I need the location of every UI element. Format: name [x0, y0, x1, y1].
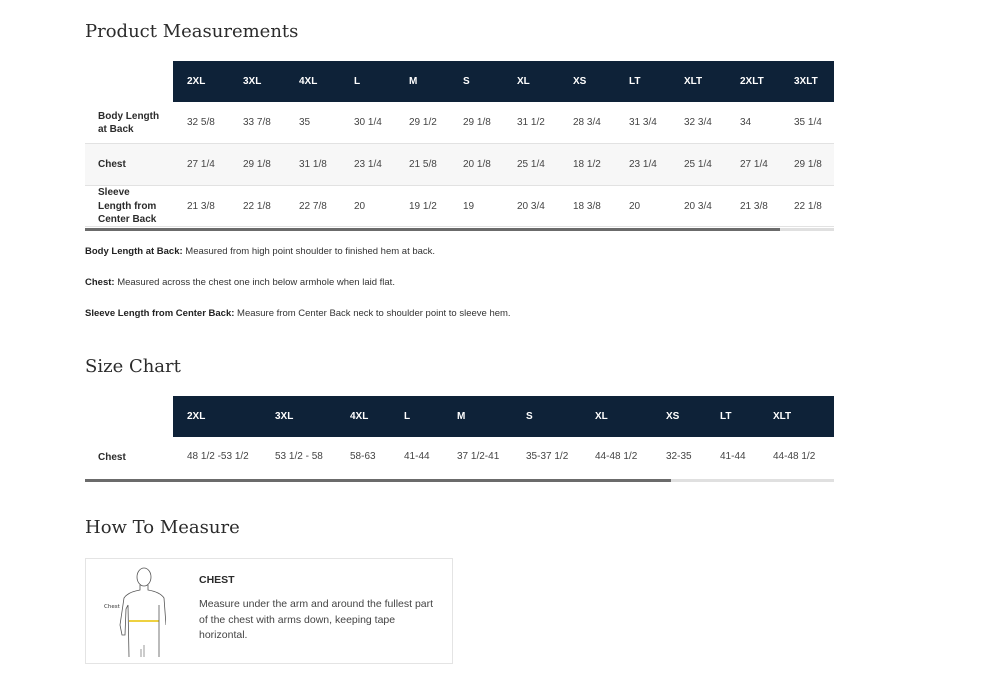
figure-chest-label: Chest	[104, 604, 120, 610]
row-label-line: Sleeve	[98, 187, 130, 199]
measurement-cell: 31 1/8	[299, 159, 327, 170]
size-chart-header-2xl: 2XL	[187, 411, 206, 422]
measurement-cell: 23 1/4	[354, 159, 382, 170]
note-text: Measure from Center Back neck to shoulder point to sleeve hem.	[234, 308, 511, 319]
measure-chest-card	[85, 558, 453, 664]
measurement-cell: 22 7/8	[299, 200, 327, 212]
measurement-cell: 25 1/4	[684, 159, 712, 170]
table-scrollbar[interactable]	[85, 228, 834, 231]
measurement-cell: 19	[463, 200, 475, 212]
measurement-cell: 28 3/4	[573, 117, 601, 128]
note-sleeve-length	[85, 308, 511, 319]
measurement-cell: 18 1/2	[573, 159, 601, 170]
size-chart-table	[85, 396, 834, 484]
size-chart-header-xl: XL	[595, 411, 608, 422]
row-label-line: Chest	[98, 159, 126, 171]
size-chart-header-row	[173, 396, 834, 437]
measurement-cell: 22 1/8	[794, 200, 822, 212]
size-header-2xlt: 2XLT	[740, 76, 764, 87]
measurement-cell: 31 1/2	[517, 117, 545, 128]
size-header-xl: XL	[517, 76, 530, 87]
size-chart-header-s: S	[526, 411, 533, 422]
size-chart-header-m: M	[457, 411, 466, 422]
measurement-cell: 29 1/2	[409, 117, 437, 128]
measurement-cell: 20	[629, 200, 641, 212]
size-header-2xl: 2XL	[187, 76, 206, 87]
note-text: Measured from high point shoulder to finished hem at back.	[182, 246, 436, 257]
note-term: Sleeve Length from Center Back:	[85, 308, 235, 319]
measurement-cell: 20 1/8	[463, 159, 491, 170]
size-chart-cell: 58-63	[350, 451, 376, 462]
row-divider	[85, 226, 834, 227]
measurement-cell: 30 1/4	[354, 117, 382, 128]
size-header-s: S	[463, 76, 470, 87]
size-chart-title: Size Chart	[85, 356, 181, 377]
size-chart-cell: 44-48 1/2	[595, 451, 638, 462]
size-header-lt: LT	[629, 76, 641, 87]
size-chart-header-xlt: XLT	[773, 411, 792, 422]
row-label	[98, 158, 168, 172]
measurement-cell: 29 1/8	[463, 117, 491, 128]
size-header-m: M	[409, 76, 418, 87]
how-to-measure-title: How To Measure	[85, 517, 240, 538]
measurement-cell: 27 1/4	[740, 159, 768, 170]
row-label-line: at Back	[98, 124, 134, 135]
product-measurements-title: Product Measurements	[85, 21, 299, 42]
measurements-header-row	[173, 61, 834, 102]
size-header-3xl: 3XL	[243, 76, 262, 87]
size-chart-row	[85, 437, 834, 478]
measurement-cell: 35 1/4	[794, 117, 822, 128]
measurement-cell: 29 1/8	[794, 159, 822, 170]
measurement-cell: 21 5/8	[409, 159, 437, 170]
size-chart-cell: 48 1/2 -53 1/2	[187, 451, 249, 462]
note-body-length	[85, 246, 435, 257]
measurement-cell: 35	[299, 117, 311, 128]
size-header-4xl: 4XL	[299, 76, 318, 87]
measurement-cell: 21 3/8	[187, 200, 215, 212]
measurement-row	[85, 102, 834, 144]
size-header-l: L	[354, 76, 361, 87]
measurement-row	[85, 186, 834, 227]
size-chart-header-4xl: 4XL	[350, 411, 369, 422]
measurement-cell: 27 1/4	[187, 159, 215, 170]
size-chart-cell: 53 1/2 - 58	[275, 451, 323, 462]
size-header-3xlt: 3XLT	[794, 76, 818, 87]
measurement-row	[85, 144, 834, 186]
card-title: CHEST	[199, 574, 235, 586]
size-chart-cell: 37 1/2-41	[457, 451, 500, 462]
measurement-cell: 18 3/8	[573, 200, 601, 212]
note-chest	[85, 277, 395, 288]
size-chart-cell: 35-37 1/2	[526, 451, 569, 462]
measurement-cell: 33 7/8	[243, 117, 271, 128]
measurement-cell: 25 1/4	[517, 159, 545, 170]
size-chart-header-3xl: 3XL	[275, 411, 294, 422]
size-chart-cell: 41-44	[404, 451, 430, 462]
measurement-cell: 29 1/8	[243, 159, 271, 170]
measurement-cell: 22 1/8	[243, 200, 271, 212]
measurement-cell: 23 1/4	[629, 159, 657, 170]
measurement-cell: 20	[354, 200, 366, 212]
size-chart-cell: 41-44	[720, 451, 746, 462]
measurement-cell: 31 3/4	[629, 117, 657, 128]
note-term: Body Length at Back:	[85, 246, 183, 257]
measurement-cell: 32 5/8	[187, 117, 215, 128]
row-label-line: Length from	[98, 200, 157, 212]
measurement-cell: 20 3/4	[517, 200, 545, 212]
size-chart-cell: 32-35	[666, 451, 692, 462]
size-chart-header-l: L	[404, 411, 411, 422]
measurement-cell: 19 1/2	[409, 200, 437, 212]
table-scrollbar[interactable]	[85, 479, 834, 482]
size-chart-header-lt: LT	[720, 411, 732, 422]
measurement-cell: 34	[740, 117, 752, 128]
card-description: Measure under the arm and around the fullest part of the chest with arms down, keeping tape horizontal.	[199, 598, 434, 641]
row-label	[98, 186, 168, 227]
measurement-cell: 32 3/4	[684, 117, 712, 128]
note-text: Measured across the chest one inch below armhole when laid flat.	[114, 277, 395, 288]
scrollbar-thumb	[85, 228, 780, 231]
size-chart-cell: 44-48 1/2	[773, 451, 816, 462]
size-header-xs: XS	[573, 76, 587, 87]
row-label: Chest	[98, 452, 126, 463]
product-measurements-table	[85, 61, 834, 233]
size-header-xlt: XLT	[684, 76, 703, 87]
measurement-cell: 20 3/4	[684, 200, 712, 212]
size-chart-header-xs: XS	[666, 411, 680, 422]
measurement-cell: 21 3/8	[740, 200, 768, 212]
row-label	[98, 110, 168, 137]
row-label-line: Body Length	[98, 110, 160, 122]
note-term: Chest:	[85, 277, 115, 288]
body-figure-icon	[100, 565, 166, 659]
scrollbar-thumb	[85, 479, 671, 482]
row-label-line: Center Back	[98, 214, 157, 226]
